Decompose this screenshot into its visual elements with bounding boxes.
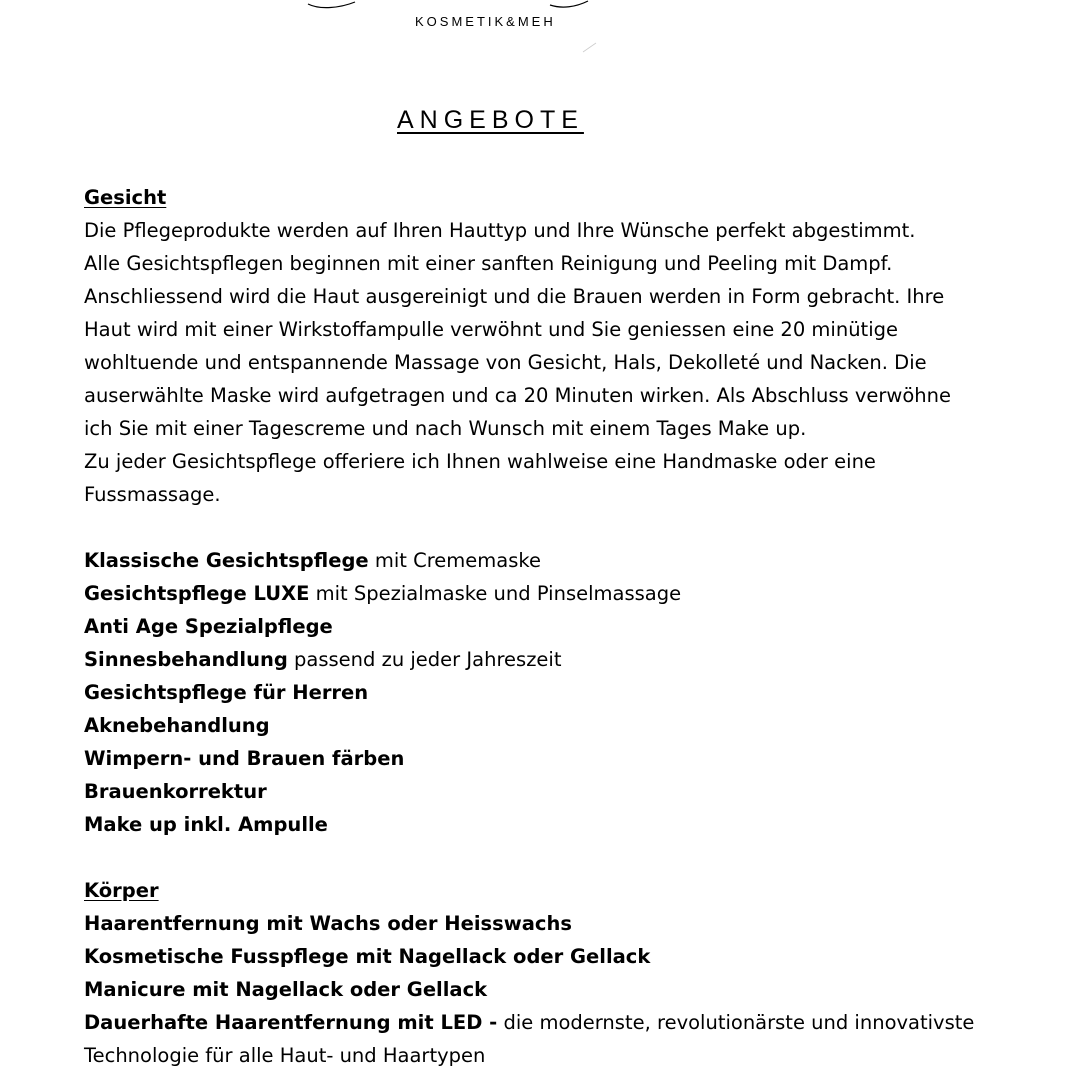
service-item [84,577,984,610]
service-continuation: Technologie für alle Haut- und Haartypen [84,1044,486,1067]
service-description: mit Crememaske [368,549,541,572]
service-item [84,907,984,940]
service-item [84,973,984,1006]
service-item [84,643,984,676]
gesicht-paragraph-line: wohltuende und entspannende Massage von Gesicht, Hals, Dekolleté und Nacken. Die [84,351,927,374]
logo [300,0,660,60]
gesicht-paragraph-line: Anschliessend wird die Haut ausgereinigt und die Brauen werden in Form gebracht. Ihre [84,285,945,308]
service-item [84,940,984,973]
gesicht-paragraph-line: Fussmassage. [84,483,221,506]
offer-content [84,181,984,1072]
service-name: Wimpern- und Brauen färben [84,747,405,770]
service-item [84,544,984,577]
service-item [84,610,984,643]
gesicht-paragraph-line: Alle Gesichtspflegen beginnen mit einer sanften Reinigung und Peeling mit Dampf. [84,252,893,275]
logo-script-mark [300,0,660,60]
page-title: ANGEBOTE [397,106,584,134]
logo-subtitle: KOSMETIK&MEH [415,14,556,29]
service-name: Sinnesbehandlung [84,648,288,671]
service-name: Manicure mit Nagellack oder Gellack [84,978,488,1001]
section-heading-koerper: Körper [84,879,159,902]
service-item [84,775,984,808]
service-name: Haarentfernung mit Wachs oder Heisswachs [84,912,572,935]
service-name: Gesichtspflege LUXE [84,582,310,605]
service-item [84,709,984,742]
service-description: passend zu jeder Jahreszeit [287,648,562,671]
spacer [84,511,984,544]
service-item [84,808,984,841]
service-name: Aknebehandlung [84,714,270,737]
service-description: die modernste, revolutionärste und innovativste [497,1011,975,1034]
service-name: Make up inkl. Ampulle [84,813,328,836]
service-name: Brauenkorrektur [84,780,267,803]
service-item [84,676,984,709]
gesicht-paragraph-line: Haut wird mit einer Wirkstoffampulle verwöhnt und Sie geniessen eine 20 minütige [84,318,898,341]
service-description: mit Spezialmaske und Pinselmassage [309,582,682,605]
gesicht-paragraph-line: Die Pflegeprodukte werden auf Ihren Hauttyp und Ihre Wünsche perfekt abgestimmt. [84,219,916,242]
gesicht-paragraph-line: auserwählte Maske wird aufgetragen und ca 20 Minuten wirken. Als Abschluss verwöhne [84,384,952,407]
service-item [84,1006,984,1039]
section-heading-gesicht: Gesicht [84,186,167,209]
service-name: Dauerhafte Haarentfernung mit LED - [84,1011,498,1034]
service-name: Gesichtspflege für Herren [84,681,369,704]
gesicht-paragraph-line: Zu jeder Gesichtspflege offeriere ich Ihnen wahlweise eine Handmaske oder eine [84,450,876,473]
service-name: Kosmetische Fusspflege mit Nagellack oder Gellack [84,945,651,968]
spacer [84,841,984,874]
service-name: Anti Age Spezialpflege [84,615,333,638]
gesicht-paragraph-line: ich Sie mit einer Tagescreme und nach Wunsch mit einem Tages Make up. [84,417,807,440]
service-item [84,742,984,775]
service-name: Klassische Gesichtspflege [84,549,369,572]
